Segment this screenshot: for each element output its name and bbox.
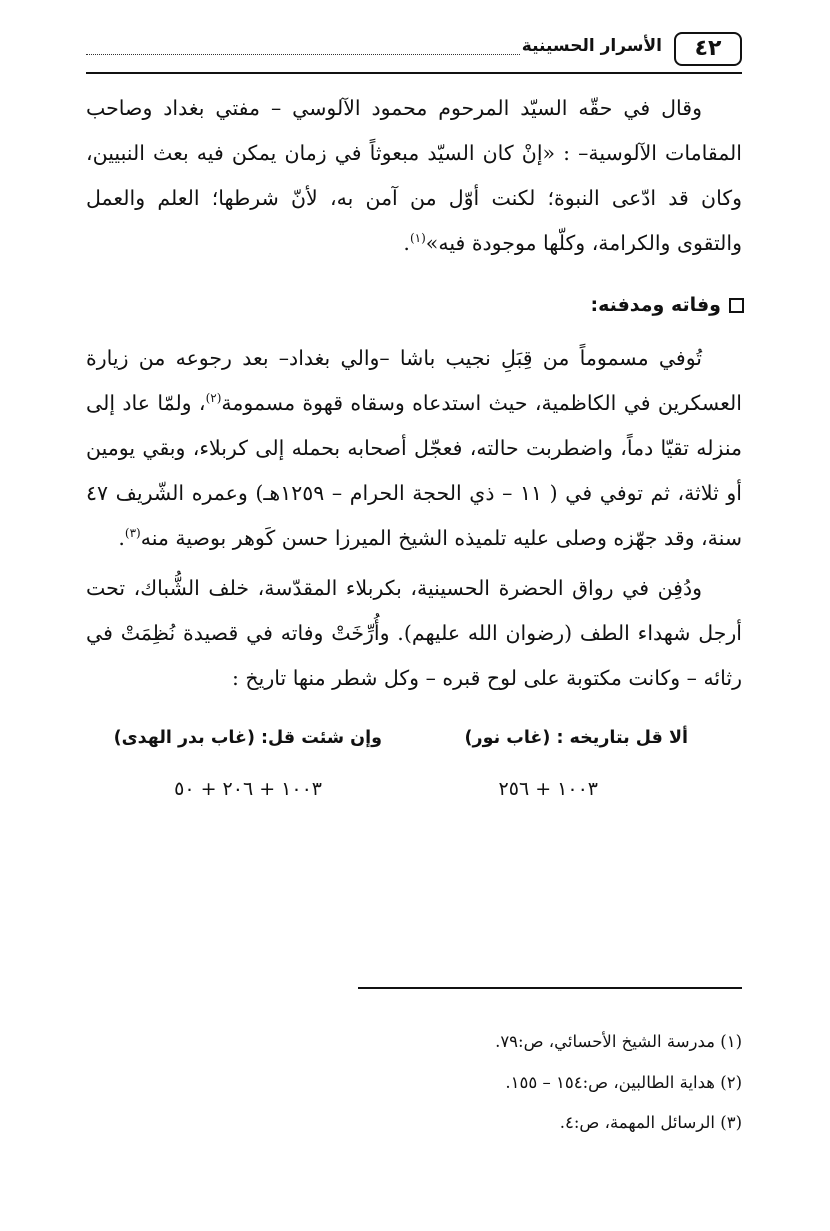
footnote-1: (١) مدرسة الشيخ الأحسائي، ص:٧٩.: [495, 1032, 742, 1051]
footnote-2: (٢) هداية الطالبين، ص:١٥٤ – ١٥٥.: [505, 1073, 742, 1092]
verse-left-calculation: ١٠٠٣ + ٢٠٦ + ٥٠: [174, 778, 322, 800]
paragraph-end: .: [403, 231, 410, 255]
footnote-3: (٣) الرسائل المهمة، ص:٤.: [559, 1113, 742, 1132]
section-heading-death: [590, 290, 744, 320]
paragraph-text: وقال في حقّه السيّد المرحوم محمود الآلوسي – مفتي بغداد وصاحب المقامات الآلوسية– : «إنْ كان السيّد مبعوثاً في زمان يمكن فيه بعث النبيين، وكان قد ادّعى النبوة؛ لكنت أوّل من آمن به، لأنّ شرطها؛ العلم والعمل والتقوى والكرامة، وكلّها موجودة فيه»: [86, 96, 742, 255]
footnote-ref-1[interactable]: (١): [409, 231, 426, 246]
square-bullet-icon: [729, 298, 744, 313]
paragraph-alusi-quote: [86, 86, 742, 266]
footnote-separator: [358, 987, 742, 989]
paragraph-end: .: [118, 526, 125, 550]
paragraph-death: [86, 336, 742, 561]
verse-left-label: وإن شئت قل: (غاب بدر الهدى): [113, 728, 382, 748]
page-number-badge: ٤٢: [674, 32, 742, 66]
footnote-ref-3[interactable]: (٣): [124, 526, 141, 541]
verse-right-calculation: ١٠٠٣ + ٢٥٦: [498, 778, 598, 800]
running-title: الأسرار الحسينية: [521, 36, 662, 56]
paragraph-text: تُوفي مسموماً من قِبَلِ نجيب باشا –والي بغداد– بعد رجوعه من زيارة العسكرين في الكاظمية، حيث استدعاه وسقاه قهوة مسمومة: [86, 346, 742, 415]
verse-right-label: ألا قل بتاريخه : (غاب نور): [464, 728, 688, 748]
header-dotted-leader: [86, 54, 520, 55]
paragraph-text: ودُفِن في رواق الحضرة الحسينية، بكربلاء المقدّسة، خلف الشُّباك، تحت أرجل شهداء الطف (رضوان الله عليهم). وأُرِّخَتْ وفاته في قصيدة نُظِمَتْ في رثائه – وكانت مكتوبة على لوح قبره – وكل شطر منها تاريخ :: [86, 576, 742, 690]
paragraph-burial: [86, 566, 742, 701]
footnote-ref-2[interactable]: (٢): [205, 391, 222, 406]
paragraph-text: ، ولمّا عاد إلى منزله تقيّا دماً، واضطربت حالته، فعجّل أصحابه بحمله إلى كربلاء، وبقي يومين أو ثلاثة، ثم توفي في ( ١١ – ذي الحجة الحرام – ١٢٥٩هـ) وعمره الشّريف ٤٧ سنة، وقد جهّزه وصلى عليه تلميذه الشيخ الميرزا حسن كَوهر بوصية منه: [86, 391, 743, 550]
page-header: [86, 32, 742, 74]
section-heading-text: وفاته ومدفنه:: [590, 294, 721, 316]
